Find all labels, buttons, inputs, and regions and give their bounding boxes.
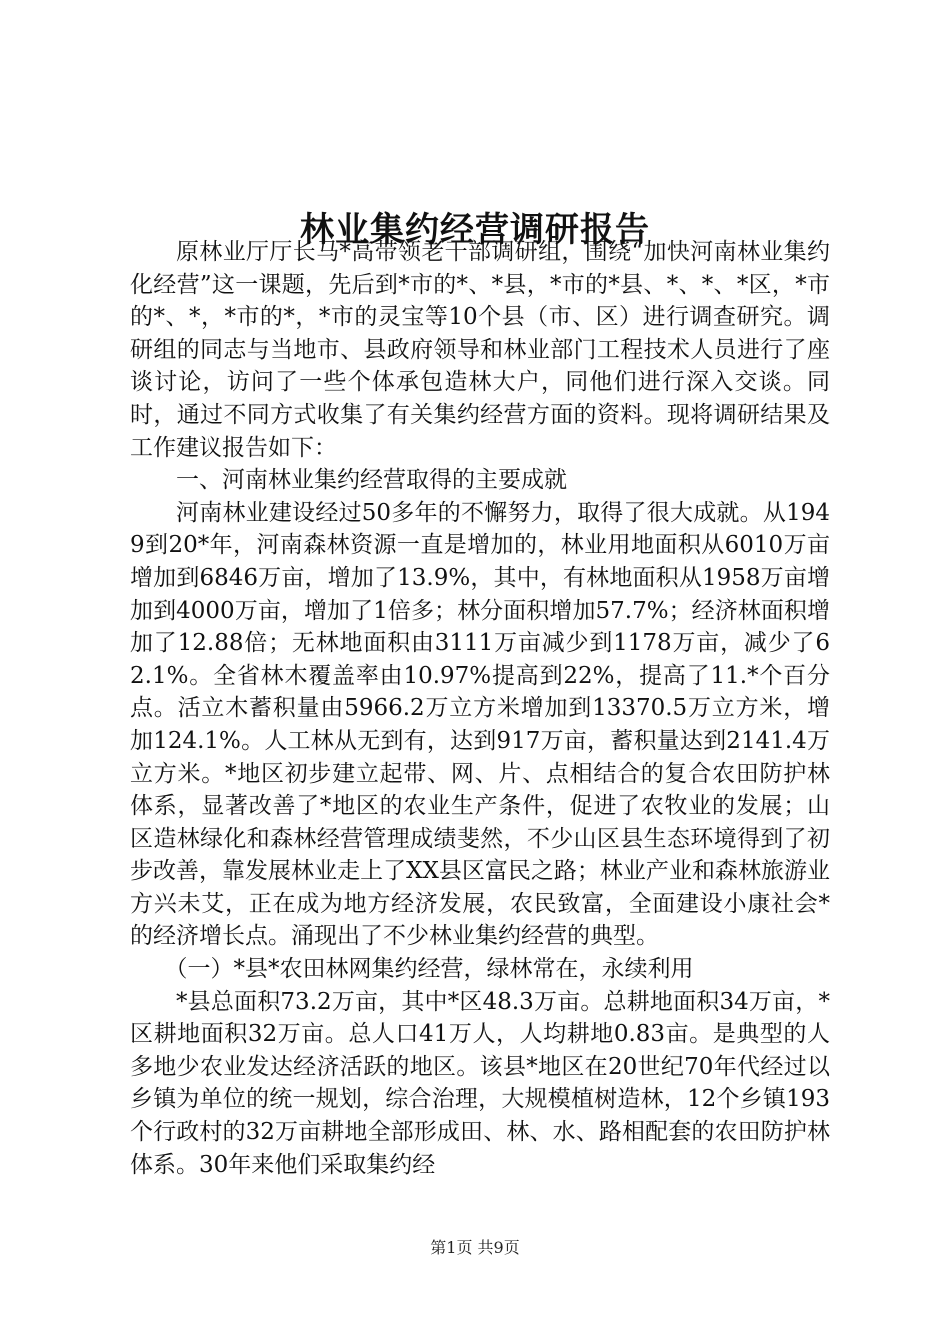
farmland-network-paragraph: *县总面积73.2万亩，其中*区48.3万亩。总耕地面积34万亩，*区耕地面积32万亩。总人口41万人，人均耕地0.83亩。是典型的人多地少农业发达经济活跃的地区。该县*地区在20世纪70年代经过以乡镇为单位的统一规划，综合治理，大规模植树造林，12个乡镇193个行政村的32万亩耕地全部形成田、林、水、路相配套的农田防护林体系。30年来他们采取集约经 [130, 988, 830, 1178]
page-number-footer: 第1页 共9页 [430, 1238, 520, 1257]
section-heading-achievements: 一、河南林业集约经营取得的主要成就 [176, 467, 567, 494]
document-title: 林业集约经营调研报告 [300, 209, 650, 250]
achievements-paragraph: 河南林业建设经过50多年的不懈努力，取得了很大成就。从1949到20*年，河南森林资源一直是增加的，林业用地面积从6010万亩增加到6846万亩，增加了13.9%，其中，有林地面积从1958万亩增加到4000万亩，增加了1倍多；林分面积增加57.7%；经济林面积增加了12.88倍；无林地面积由3111万亩减少到1178万亩，减少了62.1%。全省林木覆盖率由10.97%提高到22%，提高了11.*个百分点。活立木蓄积量由5966.2万立方米增加到13370.5万立方米，增加124.1%。人工林从无到有，达到917万亩，蓄积量达到2141.4万立方米。*地区初步建立起带、网、片、点相结合的复合农田防护林体系，显著改善了*地区的农业生产条件，促进了农牧业的发展；山区造林绿化和森林经营管理成绩斐然，不少山区县生态环境得到了初步改善，靠发展林业走上了XX县区富民之路；林业产业和森林旅游业方兴未艾，正在成为地方经济发展，农民致富，全面建设小康社会*的经济增长点。涌现出了不少林业集约经营的典型。 [130, 499, 830, 950]
intro-paragraph: 原林业厅厅长马*高带领老干部调研组，围绕“加快河南林业集约化经营”这一课题，先后到*市的*、*县，*市的*县、*、*、*区，*市的*、*，*市的*，*市的灵宝等10个县（市、区）进行调查研究。调研组的同志与当地市、县政府领导和林业部门工程技术人员进行了座谈讨论，访问了一些个体承包造林大户，同他们进行深入交谈。同时，通过不同方式收集了有关集约经营方面的资料。现将调研结果及工作建议报告如下： [130, 239, 830, 461]
subsection-heading-farmland-network: （一）*县*农田林网集约经营，绿林常在，永续利用 [164, 956, 694, 983]
document-body [130, 236, 830, 1181]
